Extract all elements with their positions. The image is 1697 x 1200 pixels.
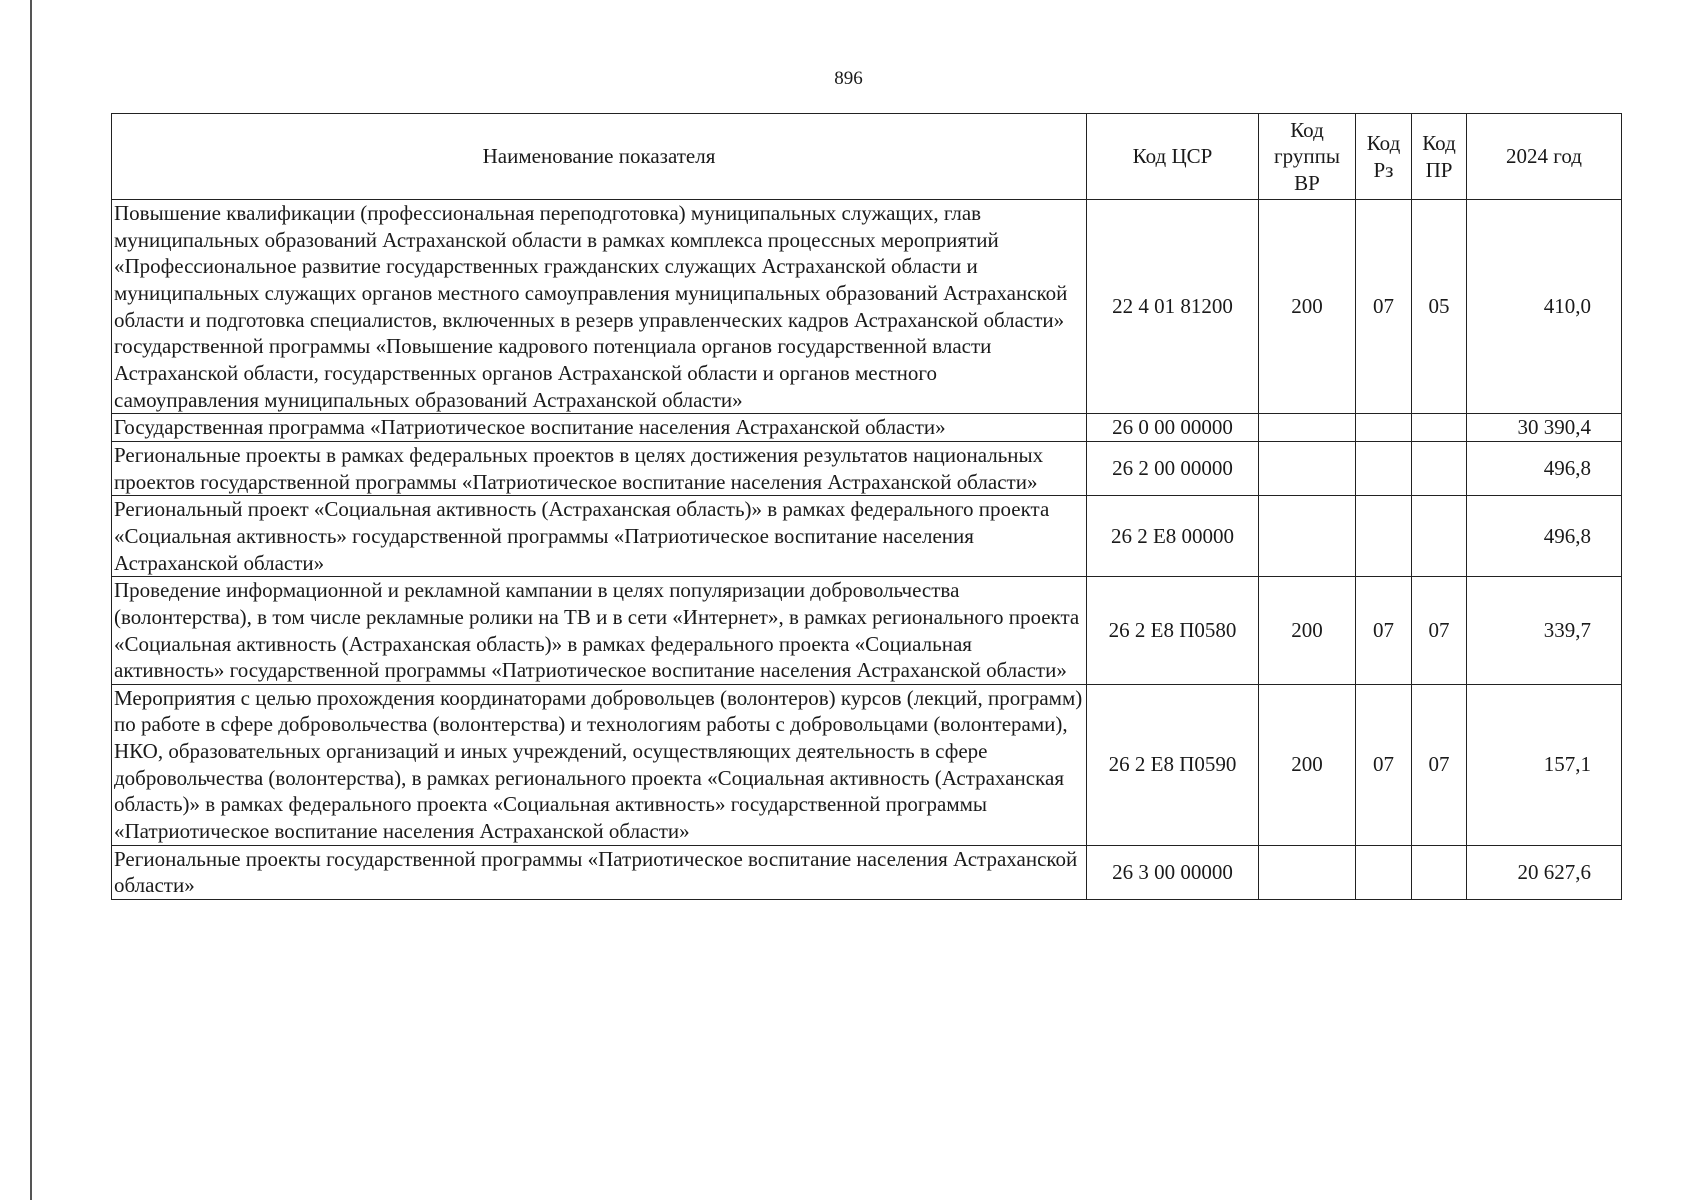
cell-pr: 07 — [1412, 577, 1467, 685]
cell-amount: 496,8 — [1467, 441, 1622, 495]
cell-vr: 200 — [1259, 577, 1356, 685]
cell-name: Государственная программа «Патриотическое воспитание населения Астраханской области» — [112, 414, 1087, 442]
cell-pr — [1412, 496, 1467, 577]
cell-csr: 26 2 E8 00000 — [1087, 496, 1259, 577]
cell-pr — [1412, 441, 1467, 495]
cell-amount: 20 627,6 — [1467, 845, 1622, 899]
table-row — [112, 577, 1622, 685]
table-row — [112, 200, 1622, 414]
table-header-row — [112, 114, 1622, 200]
header-pr: Код ПР — [1412, 114, 1467, 200]
binding-margin-line — [30, 0, 32, 1200]
cell-rz: 07 — [1356, 200, 1412, 414]
cell-amount: 410,0 — [1467, 200, 1622, 414]
cell-csr: 26 2 00 00000 — [1087, 441, 1259, 495]
cell-vr — [1259, 496, 1356, 577]
cell-csr: 26 0 00 00000 — [1087, 414, 1259, 442]
table-row — [112, 684, 1622, 845]
cell-vr: 200 — [1259, 200, 1356, 414]
table-row — [112, 845, 1622, 899]
cell-name: Региональный проект «Социальная активность (Астраханская область)» в рамках федерального проекта «Социальная активность» государственной программы «Патриотическое воспитание населения Астраханской области» — [112, 496, 1087, 577]
table-row — [112, 496, 1622, 577]
cell-name: Региональные проекты в рамках федеральных проектов в целях достижения результатов национальных проектов государственной программы «Патриотическое воспитание населения Астраханской области» — [112, 441, 1087, 495]
cell-vr — [1259, 414, 1356, 442]
header-vr: Код группы ВР — [1259, 114, 1356, 200]
cell-amount: 496,8 — [1467, 496, 1622, 577]
cell-pr — [1412, 414, 1467, 442]
cell-rz: 07 — [1356, 577, 1412, 685]
cell-csr: 26 2 E8 П0580 — [1087, 577, 1259, 685]
cell-pr — [1412, 845, 1467, 899]
cell-csr: 26 2 E8 П0590 — [1087, 684, 1259, 845]
cell-vr — [1259, 845, 1356, 899]
cell-amount: 30 390,4 — [1467, 414, 1622, 442]
header-year: 2024 год — [1467, 114, 1622, 200]
cell-name: Региональные проекты государственной программы «Патриотическое воспитание населения Астраханской области» — [112, 845, 1087, 899]
cell-pr: 07 — [1412, 684, 1467, 845]
budget-table — [111, 113, 1622, 900]
cell-amount: 157,1 — [1467, 684, 1622, 845]
cell-rz: 07 — [1356, 684, 1412, 845]
cell-name: Мероприятия с целью прохождения координаторами добровольцев (волонтеров) курсов (лекций, программ) по работе в сфере добровольчества (волонтерства) и технологиям работы с добровольцами (волонтерами), НКО, образовательных организаций и иных учреждений, осуществляющих деятельность в сфере добровольчества (волонтерства), в рамках регионального проекта «Социальная активность (Астраханская область)» в рамках федерального проекта «Социальная активность» государственной программы «Патриотическое воспитание населения Астраханской области» — [112, 684, 1087, 845]
cell-rz — [1356, 441, 1412, 495]
cell-vr — [1259, 441, 1356, 495]
cell-csr: 26 3 00 00000 — [1087, 845, 1259, 899]
cell-name: Повышение квалификации (профессиональная переподготовка) муниципальных служащих, глав муниципальных образований Астраханской области в рамках комплекса процессных мероприятий «Профессиональное развитие государственных гражданских служащих Астраханской области и муниципальных служащих органов местного самоуправления муниципальных образований Астраханской области и подготовка специалистов, включенных в резерв управленческих кадров Астраханской области» государственной программы «Повышение кадрового потенциала органов государственной власти Астраханской области, государственных органов Астраханской области и органов местного самоуправления муниципальных образований Астраханской области» — [112, 200, 1087, 414]
cell-rz — [1356, 414, 1412, 442]
cell-vr: 200 — [1259, 684, 1356, 845]
cell-amount: 339,7 — [1467, 577, 1622, 685]
header-csr: Код ЦСР — [1087, 114, 1259, 200]
cell-rz — [1356, 496, 1412, 577]
cell-name: Проведение информационной и рекламной кампании в целях популяризации добровольчества (волонтерства), в том числе рекламные ролики на ТВ и в сети «Интернет», в рамках регионального проекта «Социальная активность (Астраханская область)» в рамках федерального проекта «Социальная активность» государственной программы «Патриотическое воспитание населения Астраханской области» — [112, 577, 1087, 685]
cell-csr: 22 4 01 81200 — [1087, 200, 1259, 414]
cell-rz — [1356, 845, 1412, 899]
table-row — [112, 414, 1622, 442]
table-row — [112, 441, 1622, 495]
page-number: 896 — [834, 68, 863, 89]
header-name: Наименование показателя — [112, 114, 1087, 200]
cell-pr: 05 — [1412, 200, 1467, 414]
header-rz: Код Рз — [1356, 114, 1412, 200]
